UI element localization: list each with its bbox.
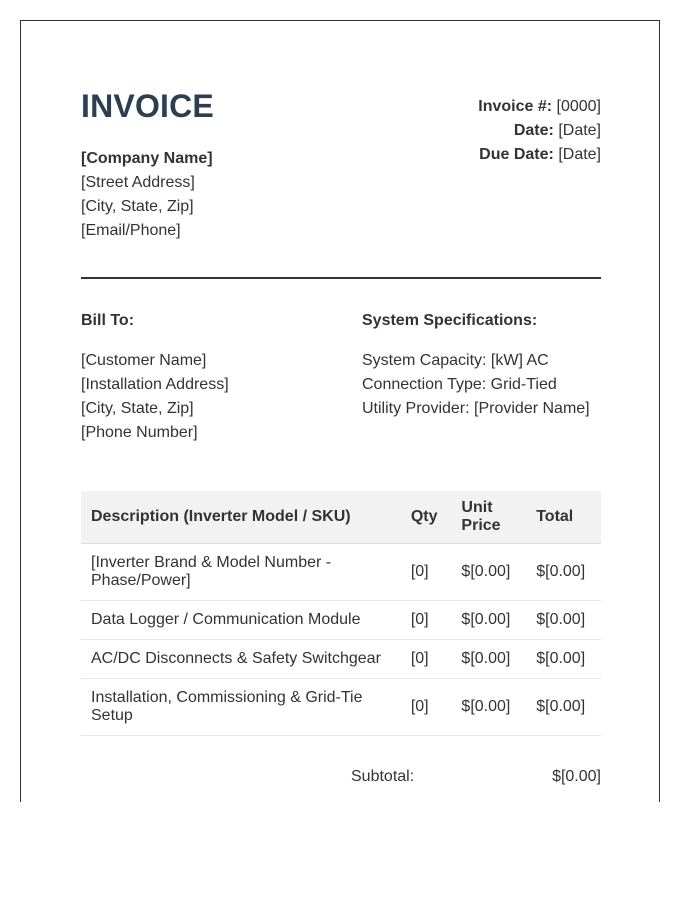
row-qty: [0] <box>401 640 452 679</box>
table-header-row <box>81 491 601 544</box>
line-items-table <box>81 491 601 736</box>
company-contact: [Email/Phone] <box>81 222 181 239</box>
row-total: $[0.00] <box>526 640 601 679</box>
bill-to-address: [Installation Address] <box>81 376 229 393</box>
bill-to-customer: [Customer Name] <box>81 352 207 369</box>
table-row <box>81 544 601 601</box>
row-qty: [0] <box>401 544 452 601</box>
table-row <box>81 601 601 640</box>
invoice-title: INVOICE <box>81 88 214 124</box>
invoice-date-label: Date: <box>513 122 554 139</box>
invoice-meta <box>478 95 601 167</box>
company-city: [City, State, Zip] <box>81 198 194 215</box>
header-qty: Qty <box>401 491 452 544</box>
table-row <box>81 640 601 679</box>
subtotal-value: $[0.00] <box>552 768 601 785</box>
utility-provider: Utility Provider: [Provider Name] <box>362 400 590 417</box>
system-specs-block <box>362 309 622 421</box>
header-divider <box>81 277 601 279</box>
company-street: [Street Address] <box>81 174 195 191</box>
connection-type: Connection Type: Grid-Tied <box>362 376 557 393</box>
invoice-number-label: Invoice #: <box>478 98 553 115</box>
row-qty: [0] <box>401 601 452 640</box>
row-unit-price: $[0.00] <box>451 601 526 640</box>
header-description: Description (Inverter Model / SKU) <box>81 491 401 544</box>
invoice-date-line <box>478 119 601 143</box>
company-name: [Company Name] <box>81 150 213 167</box>
bill-to-city: [City, State, Zip] <box>81 400 194 417</box>
bill-to-phone: [Phone Number] <box>81 424 198 441</box>
table-row <box>81 679 601 736</box>
row-unit-price: $[0.00] <box>451 679 526 736</box>
row-total: $[0.00] <box>526 544 601 601</box>
row-qty: [0] <box>401 679 452 736</box>
row-description: Data Logger / Communication Module <box>81 601 401 640</box>
invoice-due-label: Due Date: <box>479 146 554 163</box>
system-capacity: System Capacity: [kW] AC <box>362 352 549 369</box>
bill-to-heading: Bill To: <box>81 312 135 329</box>
subtotal-label: Subtotal: <box>351 768 415 785</box>
bill-to-block <box>81 309 341 445</box>
header-total: Total <box>526 491 601 544</box>
invoice-number-value: [0000] <box>556 98 601 115</box>
header-unit-price: Unit Price <box>451 491 526 544</box>
row-total: $[0.00] <box>526 679 601 736</box>
row-unit-price: $[0.00] <box>451 544 526 601</box>
invoice-sheet <box>20 20 660 802</box>
invoice-header <box>81 87 601 243</box>
system-specs-heading: System Specifications: <box>362 312 538 329</box>
invoice-number-line <box>478 95 601 119</box>
row-description: [Inverter Brand & Model Number - Phase/Power] <box>81 544 401 601</box>
invoice-due-value: [Date] <box>558 146 601 163</box>
invoice-date-value: [Date] <box>558 122 601 139</box>
invoice-content <box>81 87 601 785</box>
row-description: AC/DC Disconnects & Safety Switchgear <box>81 640 401 679</box>
row-total: $[0.00] <box>526 601 601 640</box>
invoice-due-line <box>478 143 601 167</box>
row-description: Installation, Commissioning & Grid-Tie Setup <box>81 679 401 736</box>
row-unit-price: $[0.00] <box>451 640 526 679</box>
